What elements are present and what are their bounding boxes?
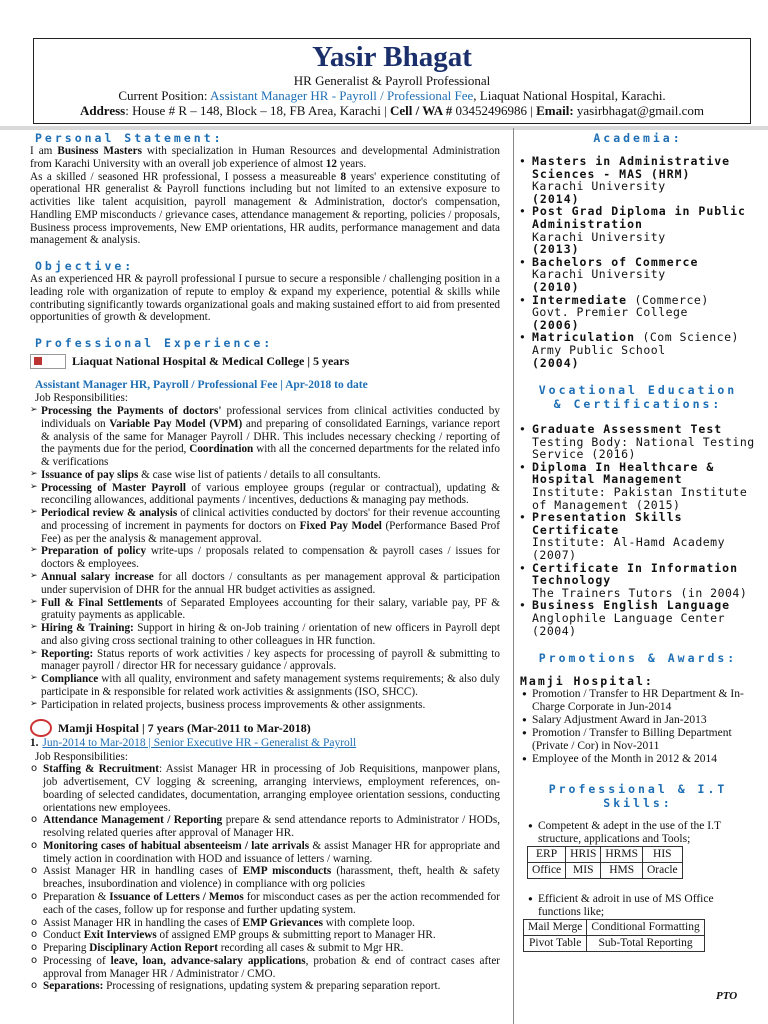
academia-title: Masters in Administrative Sciences - MAS (HRM) (532, 154, 731, 181)
list-item: ➢ Annual salary increase for all doctors / consultants as per management approval & participation under supervision of DHR for the annual HR budget activities as assigned. (30, 571, 500, 597)
list-item: o Preparation & Issuance of Letters / Memos for misconduct cases as per the action recommended for each of the cases, follow up for response and further updating system. (30, 891, 500, 917)
page-turn-over: PTO (716, 990, 738, 1002)
vocational-title: Certificate In Information Technology (532, 560, 739, 588)
skills-list-1 (524, 820, 758, 846)
table-cell: Sub-Total Reporting (587, 936, 704, 952)
vocational-detail: Anglophile Language Center (2004) (532, 611, 726, 638)
academia-title: Post Grad Diploma in Public Administration (532, 204, 746, 231)
role-liaquat: Assistant Manager HR, Payroll / Professional Fee | Apr-2018 to date (35, 379, 368, 392)
promotions-heading: Promotions & Awards: (538, 651, 738, 666)
academia-institute: Karachi University (532, 179, 666, 194)
vocational-heading-line2: & Certifications: (553, 397, 723, 412)
table-cell: ERP (528, 847, 566, 863)
contact-line (34, 103, 750, 119)
org-liaquat-label: Liaquat National Hospital & Medical College | 5 years (72, 353, 350, 368)
current-position (34, 88, 750, 103)
table-cell: HMS (601, 863, 643, 879)
promotions-org: Mamji Hospital: (520, 674, 654, 689)
academia-list (518, 155, 758, 369)
list-item: ➢ Participation in related projects, business process improvements & other assignments. (30, 699, 500, 712)
table-row (528, 863, 683, 879)
skills-heading (518, 782, 758, 810)
table-cell: Office (528, 863, 566, 879)
mamji-responsibilities (30, 763, 500, 993)
job-responsibilities-label-2: Job Responsibilities: (35, 750, 128, 763)
list-item: ➢ Issuance of pay slips & case wise list of patients / details to all consultants. (30, 469, 500, 482)
academia-year: (2013) (532, 242, 580, 257)
position-suffix: , Liaquat National Hospital, Karachi. (473, 88, 666, 103)
org-liaquat (30, 354, 500, 369)
promotion-item: • Salary Adjustment Award in Jan-2013 (518, 714, 758, 727)
skills-heading-line2: Skills: (603, 796, 673, 811)
objective-text: As an experienced HR & payroll professional I pursue to secure a responsible / challenging position in a leading role with organization of repute to employ & expand my experience, potential & skills while contributing significantly towards organizational goals and making sustained effort to aid from presented opportunities of growth & development. (30, 273, 500, 324)
liaquat-logo (30, 354, 66, 369)
vocational-detail: Institute: Pakistan Institute of Management (2015) (532, 485, 748, 512)
academia-institute: Karachi University (532, 267, 666, 282)
table-cell: Oracle (642, 863, 682, 879)
table-cell: HRIS (566, 847, 601, 863)
list-item: o Preparing Disciplinary Action Report recording all cases & submit to Mgr HR. (30, 942, 500, 955)
academia-institute: Karachi University (532, 229, 666, 244)
vocational-item (518, 511, 758, 561)
vocational-detail: Testing Body: National Testing Service (2016) (532, 434, 755, 462)
vocational-detail: The Trainers Tutors (in 2004) (532, 585, 748, 600)
academia-item (518, 205, 758, 255)
list-item: o Attendance Management / Reporting prepare & send attendance reports to Administrator / HODs, resolving related queries after approval of Manager HR. (30, 814, 500, 840)
list-item: ➢ Hiring & Training: Support in hiring & on-Job training / orientation of new officers in Payroll dept and also giving cross sectional training to other colleagues in HR function. (30, 622, 500, 648)
list-item: ➢ Periodical review & analysis of clinical activities conducted by doctors' for their revenue accounting and processing of increment in payments for doctors on Fixed Pay Model (Performance Based Prof Fee) as per the analysis & management approval. (30, 507, 500, 545)
resume-header (33, 38, 751, 124)
candidate-name: Yasir Bhagat (312, 41, 472, 73)
right-column (518, 131, 758, 952)
list-item: o Processing of leave, loan, advance-salary applications, probation & end of contract cases after approval from Manager HR / Administrator / CMO. (30, 955, 500, 981)
vocational-item (518, 562, 758, 600)
vocational-item (518, 599, 758, 637)
academia-extra: (Commerce) (627, 292, 709, 307)
list-item: o Monitoring cases of habitual absenteeism / late arrivals & assist Manager HR for appropriate and timely action in coordination with HOD and issuance of letters / warning. (30, 840, 500, 866)
academia-title: Intermediate (532, 292, 628, 307)
personal-statement-p2: As a skilled / seasoned HR professional, I possess a measureable 8 years' experience constituting of operational HR generalist & Payroll functions including but not limited to an extensive exposure to activities like talent acquisition, payroll management & Administration, doctor's compensation, Handling EMP misconducts / grievance cases, attendance management & reporting, policies / proposals, Business process improvements, New EMP orientations, HR audits, performance management and data management & analysis. (30, 170, 500, 247)
job-responsibilities-label: Job Responsibilities: (35, 392, 128, 405)
address-value: : House # R – 148, Block – 18, FB Area, Karachi | (125, 103, 390, 118)
org-mamji (30, 719, 500, 737)
academia-year: (2004) (532, 355, 580, 370)
table-row (524, 936, 705, 952)
table-row (524, 920, 705, 936)
academia-item (518, 294, 758, 332)
vocational-title: Presentation Skills Certificate (532, 510, 683, 537)
candidate-subtitle: HR Generalist & Payroll Professional (293, 73, 491, 88)
ms-office-table (523, 919, 705, 952)
table-row (528, 847, 683, 863)
list-item: o Assist Manager HR in handling cases of EMP misconducts (harassment, theft, health & safety breaches, insubordination and violence) in compliance with org policies (30, 865, 500, 891)
vocational-item (518, 423, 758, 461)
skills-heading-line1: Professional & I.T (548, 782, 728, 797)
position-title: Assistant Manager HR - Payroll / Professional Fee (210, 88, 474, 103)
academia-item (518, 256, 758, 294)
address-label: Address (79, 103, 126, 118)
list-item: ➢ Full & Final Settlements of Separated Employees accounting for their salary, variable pay, PF & gratuity payments as applicable. (30, 597, 500, 623)
experience-heading: Professional Experience: (35, 336, 274, 351)
vocational-title: Diploma In Healthcare & Hospital Management (532, 459, 715, 487)
mamji-logo (30, 719, 52, 737)
skill-item: • Efficient & adroit in use of MS Office functions like; (524, 893, 758, 919)
vocational-item (518, 461, 758, 511)
list-item: ➢ Compliance with all quality, environment and safety management systems requirements; & also duly participate in & responsible for related work activities & assignments (ISO, SHCC). (30, 673, 500, 699)
academia-year: (2006) (532, 317, 580, 332)
role-mamji-title: Jun-2014 to Mar-2018 | Senior Executive HR - Generalist & Payroll (42, 737, 357, 750)
personal-statement-heading: Personal Statement: (35, 131, 224, 145)
promotion-item: • Employee of the Month in 2012 & 2014 (518, 753, 758, 766)
personal-statement-p1: I am Business Masters with specialization in Human Resources and developmental Administration from Karachi University with an overall job experience of almost 12 years. (30, 145, 500, 170)
table-cell: HIS (642, 847, 682, 863)
email-value: yasirbhagat@gmail.com (573, 103, 705, 118)
academia-item (518, 155, 758, 205)
email-label: Email: (536, 103, 574, 118)
role-mamji (30, 737, 500, 750)
academia-year: (2010) (532, 279, 580, 294)
table-cell: Pivot Table (524, 936, 587, 952)
vocational-list (518, 423, 758, 637)
academia-item (518, 331, 758, 369)
cell-label: Cell / WA # (389, 103, 453, 118)
table-cell: Conditional Formatting (587, 920, 704, 936)
position-prefix: Current Position: (118, 88, 211, 103)
list-item: ➢ Processing the Payments of doctors' professional services from clinical activities conducted by individuals on Variable Pay Model (VPM) and preparing of consolidated Earnings, variance report & analysis of the same for Manager Payroll / DHR. This includes necessary checking / reporting of the payments due for the period, Coordination with all the concerned departments for the related info & verifications (30, 405, 500, 469)
list-item: ➢ Preparation of policy write-ups / proposals related to compensation & payroll cases / issues for doctors & employees. (30, 545, 500, 571)
list-item: ➢ Processing of Master Payroll of various employee groups (regular or contractual), updating & reconciling allowances, additional payments / incentives, deductions & managing pay methods. (30, 482, 500, 508)
column-divider (513, 128, 514, 1024)
academia-institute: Govt. Premier College (532, 305, 688, 320)
list-item: o Conduct Exit Interviews of assigned EMP groups & submitting report to Manager HR. (30, 929, 500, 942)
vocational-heading-line1: Vocational Education (538, 383, 738, 398)
academia-institute: Army Public School (532, 342, 666, 357)
promotions-list (518, 688, 758, 766)
table-cell: MIS (566, 863, 601, 879)
promotion-item: • Promotion / Transfer to Billing Department (Private / Cor) in Nov-2011 (518, 727, 758, 753)
left-column (30, 131, 500, 993)
it-tools-table (527, 846, 683, 879)
liaquat-responsibilities (30, 405, 500, 711)
vocational-detail: Institute: Al-Hamd Academy (2007) (532, 535, 726, 563)
academia-heading: Academia: (593, 131, 683, 145)
table-cell: Mail Merge (524, 920, 587, 936)
role-mamji-number: 1. (30, 737, 39, 750)
list-item: o Separations: Processing of resignations, updating system & preparing separation report. (30, 980, 500, 993)
org-mamji-label: Mamji Hospital | 7 years (Mar-2011 to Mar-2018) (58, 720, 311, 735)
objective-heading: Objective: (35, 259, 135, 274)
table-cell: HRMS (601, 847, 643, 863)
vocational-heading (518, 383, 758, 411)
cell-value: 03452496986 | (452, 103, 537, 118)
academia-year: (2014) (532, 191, 580, 206)
list-item: o Assist Manager HR in handling the cases of EMP Grievances with complete loop. (30, 917, 500, 930)
vocational-title: Business English Language (532, 598, 731, 613)
header-divider (0, 126, 768, 130)
list-item: o Staffing & Recruitment: Assist Manager HR in processing of Job Requisitions, manpower plans, job advertisement, CV logging & screening, arranging interviews, employment references, on-boarding of selected candidates, documentation, arranging employee orientation sessions, conducting orientations new employees. (30, 763, 500, 814)
list-item: ➢ Reporting: Status reports of work activities / key aspects for processing of payroll & submitting to manager payroll / director HR for necessary guidance / approvals. (30, 648, 500, 674)
skills-list-2 (524, 893, 758, 919)
academia-title: Matriculation (532, 330, 636, 345)
vocational-title: Graduate Assessment Test (532, 422, 723, 437)
skill-item: • Competent & adept in the use of the I.T structure, applications and Tools; (524, 820, 758, 846)
academia-title: Bachelors of Commerce (532, 254, 699, 269)
promotion-item: • Promotion / Transfer to HR Department & In-Charge Corporate in Jun-2014 (518, 688, 758, 714)
academia-extra: (Com Science) (635, 330, 739, 345)
